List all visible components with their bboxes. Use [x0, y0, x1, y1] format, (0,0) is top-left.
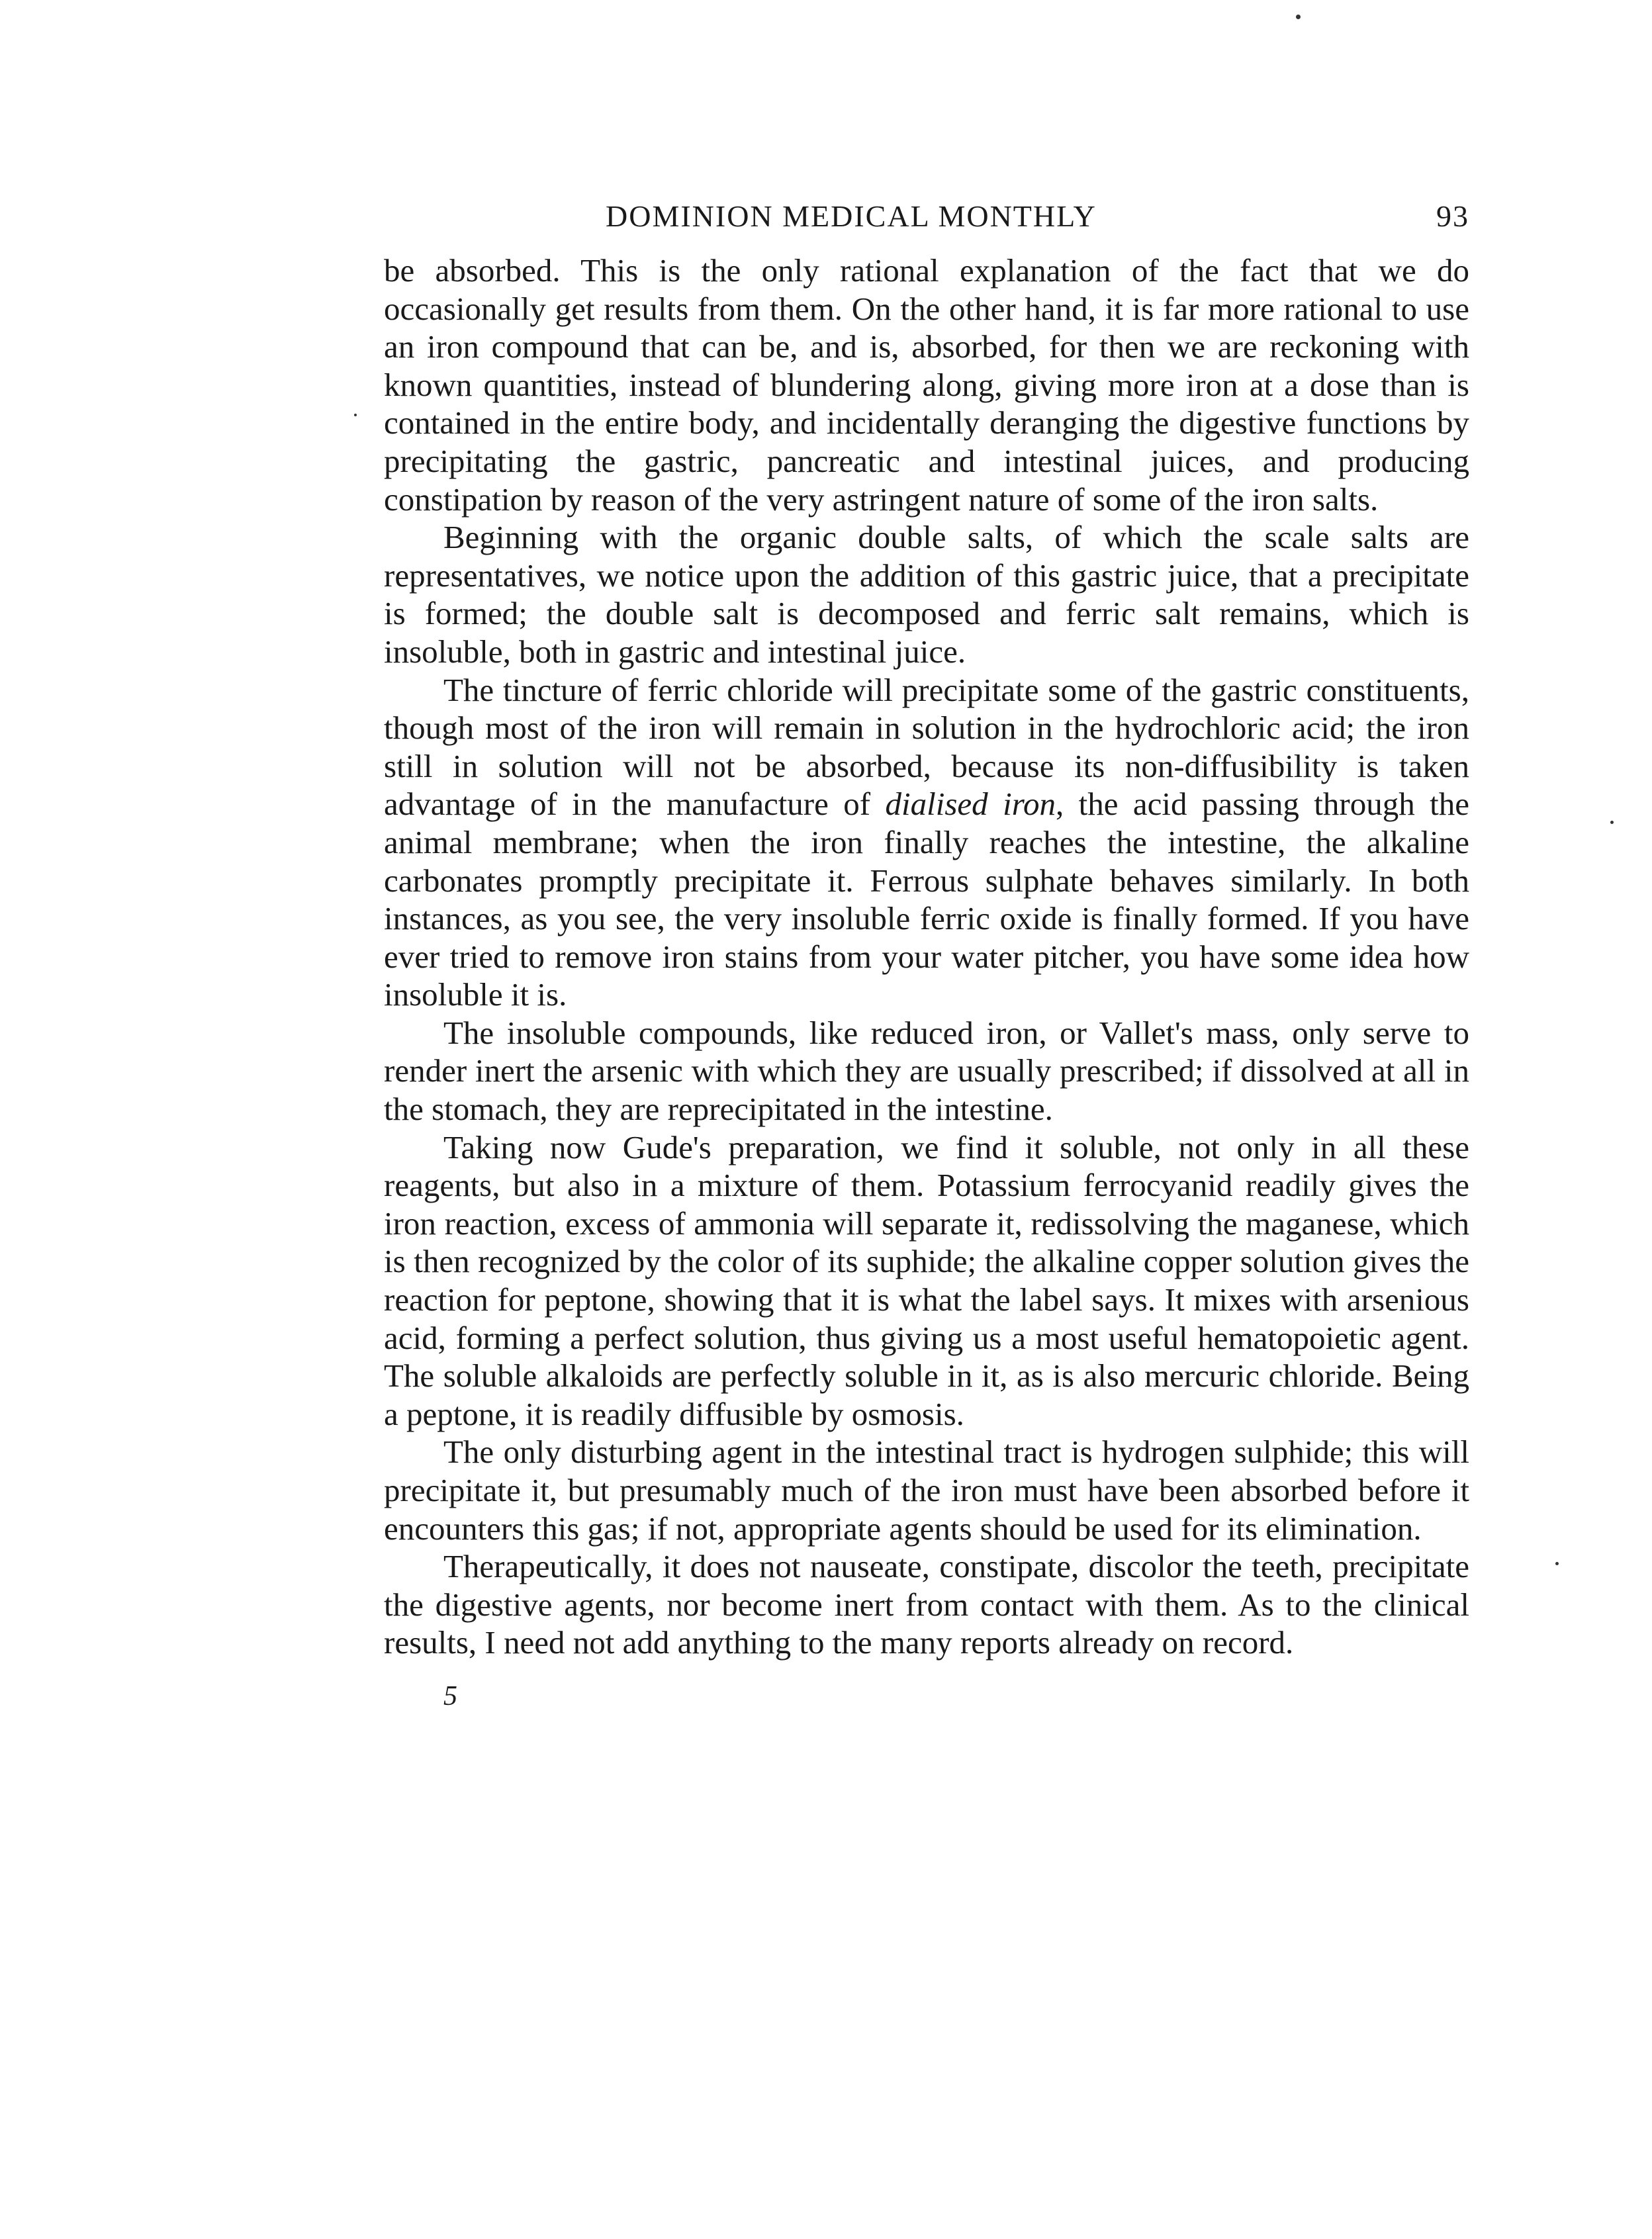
- italic-term: dialised iron: [885, 786, 1056, 823]
- paragraph: Therapeutically, it does not nauseate, constipate, discolor the teeth, precipitate the digestive agents, nor become inert from contact with them. As to the clinical results, I need not add anything to the many reports already on record.: [384, 1548, 1469, 1661]
- paragraph: be absorbed. This is the only rational explanation of the fact that we do occasionally get results from them. On the other hand, it is far more rational to use an iron compound that can be, and is, absorbed, for then we are reckoning with known quantities, instead of blundering along, giving more iron at a dose than is contained in the entire body, and incidentally deranging the digestive functions by precipitating the gastric, pancreatic and intestinal juices, and producing constipation by reason of the very astringent nature of some of the iron salts.: [384, 252, 1469, 518]
- paragraph: [384, 671, 1469, 1014]
- print-speck: [1555, 1562, 1559, 1565]
- print-speck: [1296, 15, 1301, 19]
- page-number: 93: [1436, 199, 1469, 233]
- paragraph: Taking now Gude's preparation, we find it soluble, not only in all these reagents, but also in a mixture of them. Potassium ferrocyanid readily gives the iron reaction, excess of ammonia will separate it, redissolving the maganese, which is then recognized by the color of its suphide; the alkaline copper solution gives the reaction for peptone, showing that it is what the label says. It mixes with arsenious acid, forming a perfect solution, thus giving us a most useful hematopoietic agent. The soluble alkaloids are perfectly soluble in it, as is also mercuric chloride. Being a peptone, it is readily diffusible by osmosis.: [384, 1128, 1469, 1432]
- paragraph: The only disturbing agent in the intestinal tract is hydrogen sulphide; this will precipitate it, but presumably much of the iron must have been absorbed before it encounters this gas; if not, appropriate agents should be used for its elimination.: [384, 1434, 1469, 1547]
- paragraph: Beginning with the organic double salts, of which the scale salts are representatives, we notice upon the addition of this gastric juice, that a precipitate is formed; the double salt is decomposed and ferric salt remains, which is insoluble, both in gastric and intestinal juice.: [384, 519, 1469, 670]
- running-head: DOMINION MEDICAL MONTHLY: [606, 199, 1097, 233]
- signature-mark: 5: [443, 1680, 457, 1712]
- body-text: [384, 251, 1469, 1662]
- print-speck: [1610, 821, 1614, 824]
- paragraph: The insoluble compounds, like reduced iron, or Vallet's mass, only serve to render inert the arsenic with which they are usually prescribed; if dissolved at all in the stomach, they are reprecipitated in the intestine.: [384, 1014, 1469, 1128]
- book-page: [384, 199, 1469, 1712]
- paragraph-text: , the acid passing through the animal membrane; when the iron finally reaches the intestine, the alkaline carbonates promptly precipitate it. Ferrous sulphate behaves similarly. In both instances, as you see, the very insoluble ferric oxide is finally formed. If you have ever tried to remove iron stains from your water pitcher, you have some idea how insoluble it is.: [384, 786, 1469, 1013]
- page-header: [384, 199, 1469, 251]
- paragraph-text: The tincture of ferric chloride will precipitate some of the gastric constituents, though most of the iron will remain in solution in the hydrochloric acid; the iron still in solution will not be absorbed, because its non-diffusibility is taken advantage of in the manufacture of: [384, 671, 1469, 823]
- print-speck: [354, 414, 357, 416]
